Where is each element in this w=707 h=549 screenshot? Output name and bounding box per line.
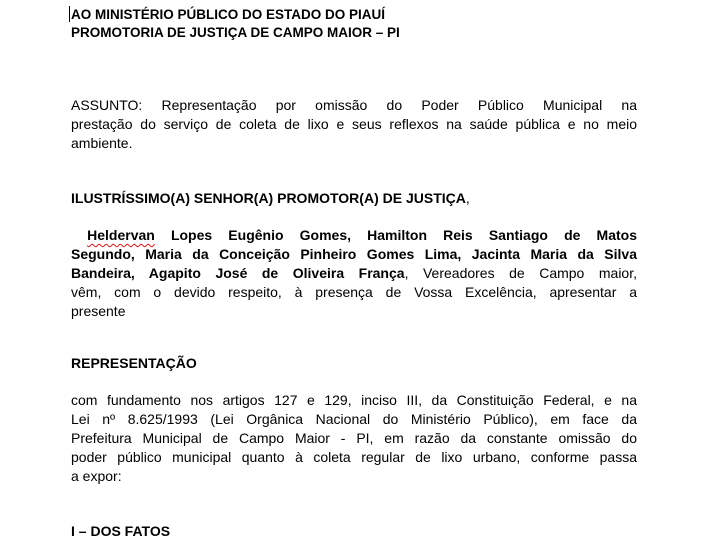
- intro-line-1-rest: Lopes Eugênio Gomes, Hamilton Reis Santiago de Matos: [154, 227, 637, 243]
- intro-line-5: presente: [71, 303, 126, 319]
- intro-line-3-rest: , Vereadores de Campo maior,: [404, 265, 637, 281]
- salutation-comma: ,: [465, 190, 470, 206]
- representacao-line-2: Lei nº 8.625/1993 (Lei Orgânica Nacional do Ministério Público), em face da: [71, 411, 637, 427]
- assunto-line-3: ambiente.: [71, 135, 133, 151]
- representacao-line-5: a expor:: [71, 468, 122, 484]
- intro-line-1: [71, 226, 637, 245]
- text-cursor: [69, 6, 70, 22]
- assunto-line-1: ASSUNTO: Representação por omissão do Poder Público Municipal na: [71, 97, 637, 113]
- header-line-1: AO MINISTÉRIO PÚBLICO DO ESTADO DO PIAUÍ: [71, 7, 386, 22]
- representacao-line-1: com fundamento nos artigos 127 e 129, inciso III, da Constituição Federal, e na: [71, 392, 637, 408]
- intro-line-2: [71, 245, 637, 264]
- spellcheck-underline: Heldervan: [87, 227, 155, 243]
- representacao-heading: REPRESENTAÇÃO: [71, 355, 197, 371]
- header-line-2: PROMOTORIA DE JUSTIÇA DE CAMPO MAIOR – PI: [71, 25, 400, 40]
- representacao-line-3: Prefeitura Municipal de Campo Maior - PI, em razão da constante omissão do: [71, 430, 637, 446]
- intro-paragraph: [71, 226, 637, 321]
- intro-line-2-text: Segundo, Maria da Conceição Pinheiro Gomes Lima, Jacinta Maria da Silva: [71, 246, 637, 262]
- salutation-text: ILUSTRÍSSIMO(A) SENHOR(A) PROMOTOR(A) DE JUSTIÇA: [71, 190, 466, 206]
- intro-line-3: [71, 264, 637, 283]
- representacao-paragraph: [71, 391, 637, 486]
- salutation: [71, 189, 470, 208]
- representacao-line-4: poder público municipal quanto à coleta regular de lixo urbano, conforme passa: [71, 449, 637, 465]
- assunto-line-2: prestação do serviço de coleta de lixo e seus reflexos na saúde pública e no meio: [71, 116, 637, 132]
- intro-line-4: vêm, com o devido respeito, à presença de Vossa Excelência, apresentar a: [71, 284, 637, 300]
- intro-line-3-bold: Bandeira, Agapito José de Oliveira França: [71, 265, 405, 281]
- assunto-paragraph: [71, 96, 637, 153]
- section-heading-fatos: I – DOS FATOS: [71, 523, 171, 539]
